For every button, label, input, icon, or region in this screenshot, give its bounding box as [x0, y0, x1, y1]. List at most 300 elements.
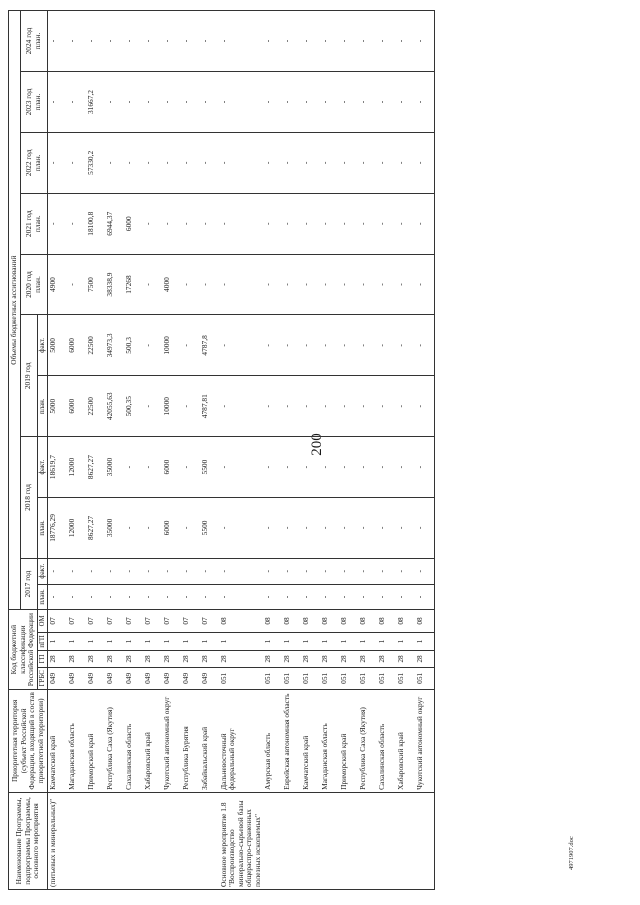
program-cell: Основное мероприятие 1.8 "Воспроизводство минерально-сырьевой базы общераспро-страненных полезных ископаемых" [219, 792, 264, 889]
value-cell: - [339, 584, 358, 610]
value-cell: - [143, 437, 162, 498]
value-cell: - [181, 558, 200, 584]
value-cell: - [143, 193, 162, 254]
gp-cell: 28 [105, 651, 124, 667]
value-cell: - [143, 558, 162, 584]
territory-cell: Чукотский автономный округ [415, 689, 434, 792]
value-cell: 12000 [67, 437, 86, 498]
value-cell: - [143, 376, 162, 437]
grbs-cell: 051 [377, 667, 396, 689]
value-cell: - [301, 72, 320, 133]
om-cell: 08 [396, 610, 415, 632]
value-cell: 8627,27 [86, 437, 105, 498]
om-cell: 08 [263, 610, 282, 632]
om-cell: 07 [162, 610, 181, 632]
gp-cell: 28 [263, 651, 282, 667]
territory-cell: Чукотский автономный округ [162, 689, 181, 792]
gp-cell: 28 [415, 651, 434, 667]
value-cell: - [162, 193, 181, 254]
value-cell: - [396, 315, 415, 376]
value-cell: - [339, 254, 358, 315]
table-row [86, 11, 105, 890]
value-cell: 18100,8 [86, 193, 105, 254]
value-cell: - [339, 193, 358, 254]
value-cell: - [181, 193, 200, 254]
pgp-cell: 1 [301, 632, 320, 651]
header-volumes: Объемы бюджетных ассигнований [9, 11, 21, 610]
value-cell: - [320, 72, 339, 133]
table-row [105, 11, 124, 890]
value-cell: 22500 [86, 376, 105, 437]
value-cell: - [320, 254, 339, 315]
value-cell: - [282, 558, 301, 584]
table-row [339, 11, 358, 890]
om-cell: 08 [339, 610, 358, 632]
pgp-cell: 1 [143, 632, 162, 651]
value-cell: - [358, 558, 377, 584]
value-cell: 500,3 [124, 315, 143, 376]
header-2017: 2017 год [20, 558, 37, 609]
table-header [9, 11, 48, 890]
territory-cell: Магаданская область [67, 689, 86, 792]
header-2018-plan: план. [37, 498, 48, 559]
value-cell: - [339, 558, 358, 584]
value-cell: - [86, 584, 105, 610]
value-cell: - [181, 72, 200, 133]
value-cell: - [200, 558, 219, 584]
value-cell: - [105, 584, 124, 610]
table-row [181, 11, 200, 890]
value-cell: 10000 [162, 376, 181, 437]
territory-cell: Камчатский край [301, 689, 320, 792]
value-cell: - [219, 498, 264, 559]
value-cell: - [301, 254, 320, 315]
om-cell: 07 [181, 610, 200, 632]
program-cell [200, 792, 219, 889]
grbs-cell: 049 [67, 667, 86, 689]
value-cell: - [200, 132, 219, 193]
value-cell: 34973,3 [105, 315, 124, 376]
header-2020: 2020 год план. [20, 254, 48, 315]
value-cell: - [143, 254, 162, 315]
pgp-cell: 1 [282, 632, 301, 651]
program-cell [181, 792, 200, 889]
program-cell [377, 792, 396, 889]
value-cell: 18776,29 [48, 498, 67, 559]
value-cell: - [124, 498, 143, 559]
value-cell: 5500 [200, 437, 219, 498]
header-2023: 2023 год план. [20, 72, 48, 133]
value-cell: - [396, 132, 415, 193]
grbs-cell: 051 [358, 667, 377, 689]
value-cell: - [339, 315, 358, 376]
table-row [143, 11, 162, 890]
om-cell: 08 [320, 610, 339, 632]
value-cell: - [320, 437, 339, 498]
om-cell: 07 [86, 610, 105, 632]
pgp-cell: 1 [200, 632, 219, 651]
value-cell: 17268 [124, 254, 143, 315]
value-cell: - [263, 584, 282, 610]
value-cell: - [200, 254, 219, 315]
value-cell: - [219, 437, 264, 498]
territory-cell: Хабаровский край [143, 689, 162, 792]
value-cell: - [415, 558, 434, 584]
value-cell: - [219, 584, 264, 610]
pgp-cell: 1 [339, 632, 358, 651]
value-cell: - [263, 437, 282, 498]
header-2021: 2021 год план. [20, 193, 48, 254]
value-cell: 6000 [162, 437, 181, 498]
value-cell: - [48, 132, 67, 193]
pgp-cell: 1 [320, 632, 339, 651]
om-cell: 07 [124, 610, 143, 632]
header-gp: ГП [37, 651, 48, 667]
footer-filename: 4971907.doc [568, 836, 575, 870]
value-cell: - [67, 11, 86, 72]
value-cell: - [48, 72, 67, 133]
value-cell: - [162, 558, 181, 584]
value-cell: - [339, 437, 358, 498]
value-cell: - [263, 558, 282, 584]
program-cell [415, 792, 434, 889]
pgp-cell: 1 [105, 632, 124, 651]
program-cell [105, 792, 124, 889]
value-cell: - [301, 584, 320, 610]
value-cell: - [358, 376, 377, 437]
value-cell: - [301, 315, 320, 376]
value-cell: - [48, 11, 67, 72]
value-cell: - [124, 584, 143, 610]
value-cell: - [320, 498, 339, 559]
value-cell: - [124, 72, 143, 133]
value-cell: - [181, 498, 200, 559]
value-cell: - [396, 72, 415, 133]
value-cell: - [282, 376, 301, 437]
value-cell: - [396, 11, 415, 72]
table-row [358, 11, 377, 890]
grbs-cell: 049 [48, 667, 67, 689]
gp-cell: 28 [282, 651, 301, 667]
value-cell: - [181, 11, 200, 72]
value-cell: - [415, 11, 434, 72]
value-cell: - [124, 132, 143, 193]
value-cell: - [301, 11, 320, 72]
value-cell: - [415, 584, 434, 610]
table-row [301, 11, 320, 890]
pgp-cell: 1 [219, 632, 264, 651]
value-cell: - [181, 254, 200, 315]
value-cell: 38338,9 [105, 254, 124, 315]
value-cell: 5000 [48, 315, 67, 376]
value-cell: - [377, 254, 396, 315]
territory-cell: Приморский край [86, 689, 105, 792]
value-cell: - [200, 72, 219, 133]
value-cell: - [162, 11, 181, 72]
value-cell: - [219, 193, 264, 254]
pgp-cell: 1 [124, 632, 143, 651]
value-cell: - [282, 437, 301, 498]
territory-cell: Республика Бурятия [181, 689, 200, 792]
value-cell: 57330,2 [86, 132, 105, 193]
value-cell: - [263, 254, 282, 315]
value-cell: 7500 [86, 254, 105, 315]
value-cell: 10000 [162, 315, 181, 376]
value-cell: - [162, 584, 181, 610]
value-cell: - [282, 315, 301, 376]
pgp-cell: 1 [48, 632, 67, 651]
value-cell: - [200, 11, 219, 72]
gp-cell: 28 [48, 651, 67, 667]
value-cell: 35000 [105, 437, 124, 498]
om-cell: 08 [377, 610, 396, 632]
om-cell: 08 [301, 610, 320, 632]
table-row [282, 11, 301, 890]
value-cell: - [377, 193, 396, 254]
value-cell: - [219, 11, 264, 72]
pgp-cell: 1 [377, 632, 396, 651]
value-cell: - [339, 376, 358, 437]
value-cell: - [200, 193, 219, 254]
table-row [67, 11, 86, 890]
value-cell: - [301, 498, 320, 559]
value-cell: - [339, 132, 358, 193]
value-cell: - [320, 11, 339, 72]
program-cell [124, 792, 143, 889]
table-row [263, 11, 282, 890]
grbs-cell: 051 [282, 667, 301, 689]
om-cell: 07 [67, 610, 86, 632]
pgp-cell: 1 [181, 632, 200, 651]
om-cell: 08 [358, 610, 377, 632]
value-cell: - [358, 11, 377, 72]
value-cell: 31667,2 [86, 72, 105, 133]
grbs-cell: 049 [181, 667, 200, 689]
header-2018-fact: факт. [37, 437, 48, 498]
gp-cell: 28 [162, 651, 181, 667]
grbs-cell: 051 [301, 667, 320, 689]
value-cell: - [377, 584, 396, 610]
grbs-cell: 049 [105, 667, 124, 689]
program-cell [396, 792, 415, 889]
value-cell: - [320, 315, 339, 376]
value-cell: - [339, 498, 358, 559]
value-cell: - [86, 558, 105, 584]
value-cell: - [181, 437, 200, 498]
value-cell: 4000 [162, 254, 181, 315]
program-cell [320, 792, 339, 889]
value-cell: 4900 [48, 254, 67, 315]
value-cell: - [263, 11, 282, 72]
value-cell: - [358, 437, 377, 498]
value-cell: - [67, 584, 86, 610]
value-cell: 35000 [105, 498, 124, 559]
grbs-cell: 051 [415, 667, 434, 689]
value-cell: - [143, 498, 162, 559]
gp-cell: 28 [377, 651, 396, 667]
om-cell: 07 [143, 610, 162, 632]
value-cell: - [282, 584, 301, 610]
value-cell: - [415, 376, 434, 437]
header-program: Наименование Программы, подпрограммы Программы, основного мероприятия [9, 792, 48, 889]
value-cell: - [219, 132, 264, 193]
header-om: ОМ [37, 610, 48, 632]
value-cell: - [415, 498, 434, 559]
gp-cell: 28 [320, 651, 339, 667]
program-cell [358, 792, 377, 889]
value-cell: - [415, 437, 434, 498]
value-cell: 42055,63 [105, 376, 124, 437]
value-cell: 6000 [124, 193, 143, 254]
table-row [219, 11, 264, 890]
value-cell: - [143, 132, 162, 193]
value-cell: - [377, 437, 396, 498]
program-cell [143, 792, 162, 889]
value-cell: - [181, 132, 200, 193]
gp-cell: 28 [200, 651, 219, 667]
value-cell: - [415, 193, 434, 254]
gp-cell: 28 [339, 651, 358, 667]
grbs-cell: 051 [320, 667, 339, 689]
value-cell: - [377, 315, 396, 376]
value-cell: - [282, 254, 301, 315]
value-cell: - [358, 193, 377, 254]
value-cell: - [358, 132, 377, 193]
value-cell: 4787,8 [200, 315, 219, 376]
value-cell: - [181, 376, 200, 437]
value-cell: - [377, 498, 396, 559]
table-row [415, 11, 434, 890]
value-cell: - [358, 584, 377, 610]
pgp-cell: 1 [358, 632, 377, 651]
header-2022: 2022 год план. [20, 132, 48, 193]
gp-cell: 28 [358, 651, 377, 667]
gp-cell: 28 [301, 651, 320, 667]
header-code-group: Код бюджетной классификации Российской Федерации [9, 610, 38, 690]
value-cell: - [48, 558, 67, 584]
value-cell: 12000 [67, 498, 86, 559]
value-cell: - [67, 254, 86, 315]
rotated-table-container [8, 10, 478, 890]
grbs-cell: 051 [219, 667, 264, 689]
table-row [396, 11, 415, 890]
value-cell: - [358, 72, 377, 133]
value-cell: - [263, 376, 282, 437]
om-cell: 07 [48, 610, 67, 632]
value-cell: - [143, 72, 162, 133]
value-cell: 500,35 [124, 376, 143, 437]
territory-cell: Камчатский край [48, 689, 67, 792]
header-2017-plan: план. [37, 584, 48, 610]
program-cell [162, 792, 181, 889]
value-cell: - [143, 315, 162, 376]
pgp-cell: 1 [396, 632, 415, 651]
value-cell: - [301, 376, 320, 437]
value-cell: - [282, 193, 301, 254]
pgp-cell: 1 [263, 632, 282, 651]
value-cell: 6000 [67, 315, 86, 376]
value-cell: - [124, 11, 143, 72]
grbs-cell: 051 [263, 667, 282, 689]
value-cell: - [86, 11, 105, 72]
value-cell: - [181, 584, 200, 610]
program-cell [339, 792, 358, 889]
value-cell: 8627,27 [86, 498, 105, 559]
value-cell: - [263, 193, 282, 254]
value-cell: - [377, 132, 396, 193]
value-cell: - [415, 254, 434, 315]
value-cell: - [301, 132, 320, 193]
value-cell: - [124, 558, 143, 584]
header-2018: 2018 год [20, 437, 37, 559]
value-cell: - [48, 584, 67, 610]
table-row [162, 11, 181, 890]
value-cell: - [377, 558, 396, 584]
value-cell: - [320, 193, 339, 254]
pgp-cell: 1 [162, 632, 181, 651]
value-cell: - [263, 72, 282, 133]
program-cell [86, 792, 105, 889]
value-cell: - [377, 72, 396, 133]
value-cell: - [105, 558, 124, 584]
table-row [320, 11, 339, 890]
header-grbs: ГРБС [37, 667, 48, 689]
value-cell: - [219, 558, 264, 584]
header-territory: Приоритетная территория (субъект Российской Федерации, входящий в состав приоритетной территории) [9, 689, 48, 792]
territory-cell: Забайкальский край [200, 689, 219, 792]
value-cell: - [339, 11, 358, 72]
territory-cell: Хабаровский край [396, 689, 415, 792]
value-cell: - [162, 132, 181, 193]
value-cell: 5000 [48, 376, 67, 437]
gp-cell: 28 [86, 651, 105, 667]
value-cell: - [282, 498, 301, 559]
territory-cell: Республика Саха (Якутия) [358, 689, 377, 792]
value-cell: - [105, 72, 124, 133]
header-2019-fact: факт. [37, 315, 48, 376]
header-2017-fact: факт. [37, 558, 48, 584]
program-cell [282, 792, 301, 889]
value-cell: - [415, 132, 434, 193]
value-cell: - [396, 584, 415, 610]
table-row [200, 11, 219, 890]
value-cell: - [162, 72, 181, 133]
value-cell: - [415, 72, 434, 133]
value-cell: - [105, 132, 124, 193]
om-cell: 08 [415, 610, 434, 632]
table-row [48, 11, 67, 890]
pgp-cell: 1 [67, 632, 86, 651]
value-cell: 6000 [67, 376, 86, 437]
value-cell: - [67, 558, 86, 584]
value-cell: - [143, 584, 162, 610]
value-cell: - [301, 558, 320, 584]
territory-cell: Приморский край [339, 689, 358, 792]
value-cell: - [358, 254, 377, 315]
value-cell: - [263, 132, 282, 193]
territory-cell: Дальневосточный федеральный округ [219, 689, 264, 792]
gp-cell: 28 [219, 651, 264, 667]
pgp-cell: 1 [86, 632, 105, 651]
value-cell: - [320, 376, 339, 437]
value-cell: - [48, 193, 67, 254]
grbs-cell: 051 [396, 667, 415, 689]
value-cell: - [219, 72, 264, 133]
header-2019: 2019 год [20, 315, 37, 437]
pgp-cell: 1 [415, 632, 434, 651]
header-pgp: пГП [37, 632, 48, 651]
value-cell: - [219, 315, 264, 376]
